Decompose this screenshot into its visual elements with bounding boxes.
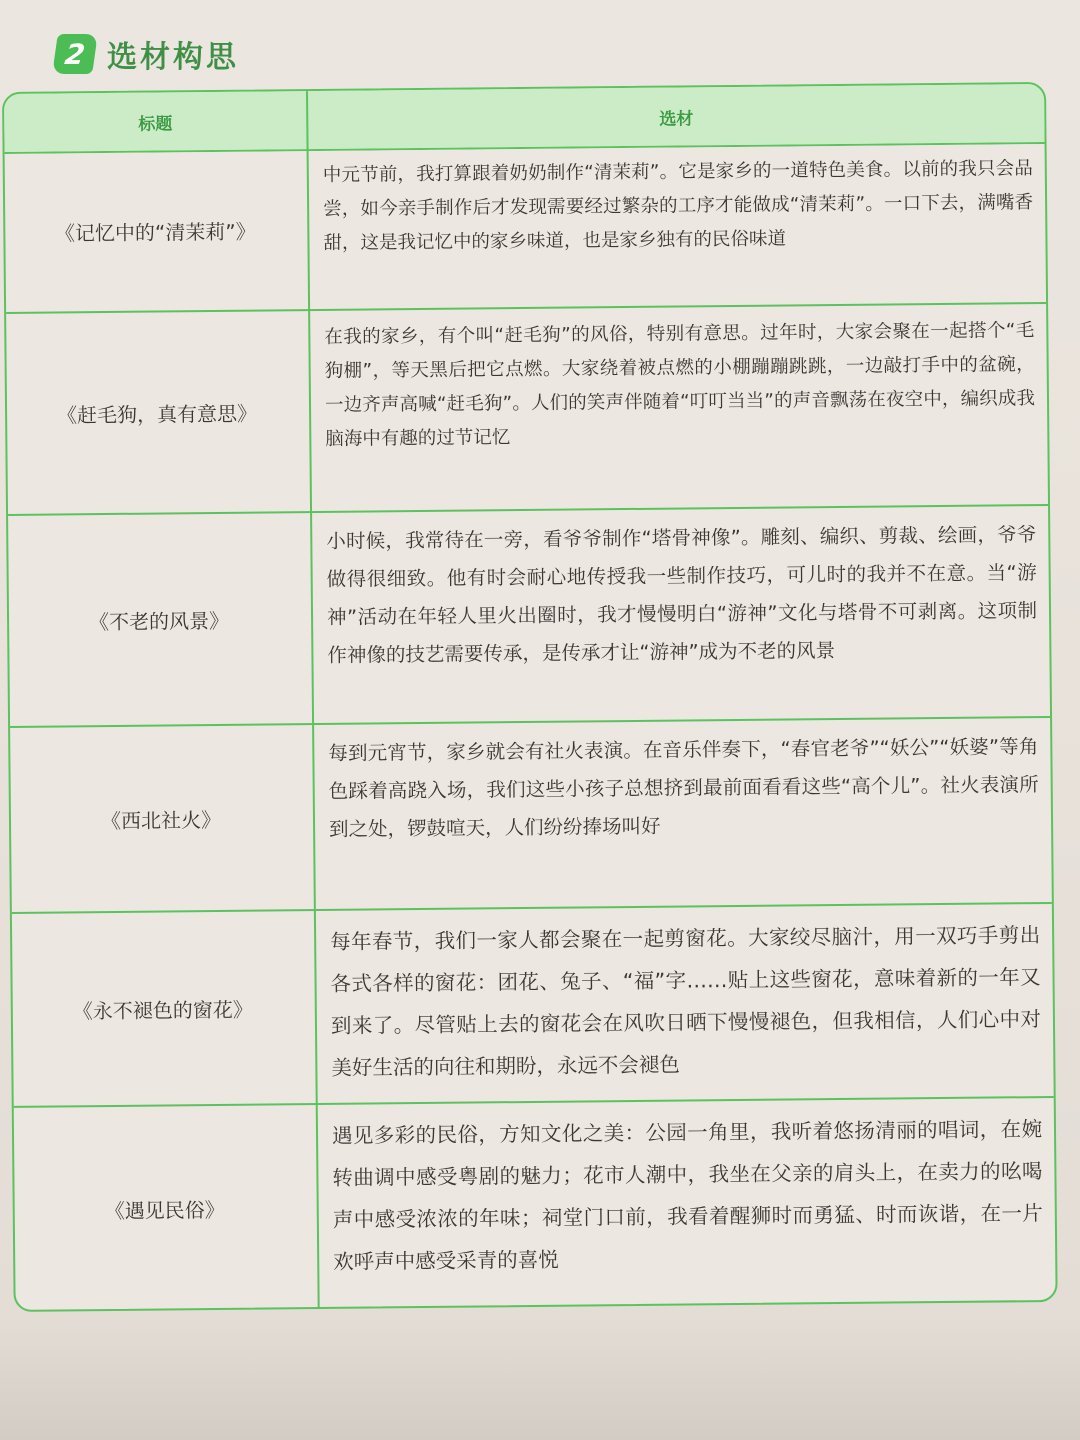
table-row [10, 718, 1052, 914]
section-number-badge: 2 [52, 34, 98, 74]
row-material: 中元节前，我打算跟着奶奶制作“清茉莉”。它是家乡的一道特色美食。以前的我只会品尝，如今亲手制作后才发现需要经过繁杂的工序才能做成“清茉莉”。一口下去，满嘴香甜，这是我记忆中的家乡味道，也是家乡独有的民俗味道 [322, 158, 1034, 254]
table-row [5, 142, 1047, 314]
table-row [6, 304, 1048, 516]
row-material: 遇见多彩的民俗，方知文化之美：公园一角里，我听着悠扬清丽的唱词，在婉转曲调中感受粤剧的魅力；花市人潮中，我坐在父亲的肩头上，在卖力的吆喝声中感受浓浓的年味；祠堂门口前，我看着醒狮时而勇猛、时而诙谐，在一片欢呼声中感受采青的喜悦 [331, 1117, 1043, 1274]
table-row [14, 1098, 1056, 1312]
row-title: 《记忆中的“清茉莉”》 [54, 219, 256, 245]
table-row [12, 904, 1054, 1108]
header-material: 选材 [659, 108, 694, 130]
row-material: 每年春节，我们一家人都会聚在一起剪窗花。大家绞尽脑汁，用一双巧手剪出各式各样的窗花：团花、兔子、“福”字……贴上这些窗花，意味着新的一年又到来了。尽管贴上去的窗花会在风吹日晒下慢慢褪色，但我相信，人们心中对美好生活的向往和期盼，永远不会褪色 [330, 923, 1042, 1080]
section-title: 选材构思 [107, 40, 239, 75]
section-heading [55, 30, 239, 78]
material-table-wrapper [2, 82, 1058, 1312]
row-title: 《西北社火》 [100, 807, 222, 833]
row-material: 小时候，我常待在一旁，看爷爷制作“塔骨神像”。雕刻、编织、剪裁、绘画，爷爷做得很细致。他有时会耐心地传授我一些制作技巧，可儿时的我并不在意。当“游神”活动在年轻人里火出圈时，我才慢慢明白“游神”文化与塔骨不可剥离。这项制作神像的技艺需要传承，是传承才让“游神”成为不老的风景 [326, 523, 1038, 667]
row-title: 《遇见民俗》 [104, 1197, 225, 1223]
table-row [8, 506, 1050, 728]
row-title: 《永不褪色的窗花》 [72, 997, 253, 1023]
material-table [2, 82, 1058, 1312]
row-title: 《不老的风景》 [88, 608, 230, 634]
header-title: 标题 [138, 113, 173, 135]
row-title: 《赶毛狗，真有意思》 [56, 401, 258, 427]
row-material: 每到元宵节，家乡就会有社火表演。在音乐伴奏下，“春官老爷”“妖公”“妖婆”等角色踩着高跷入场，我们这些小孩子总想挤到最前面看看这些“高个儿”。社火表演所到之处，锣鼓喧天，人们纷纷捧场叫好 [328, 735, 1039, 841]
row-material: 在我的家乡，有个叫“赶毛狗”的风俗，特别有意思。过年时，大家会聚在一起搭个“毛狗棚”，等天黑后把它点燃。大家绕着被点燃的小棚蹦蹦跳跳，一边敲打手中的盆碗，一边齐声高喊“赶毛狗”。人们的笑声伴随着“叮叮当当”的声音飘荡在夜空中，编织成我脑海中有趣的过节记忆 [324, 320, 1036, 450]
